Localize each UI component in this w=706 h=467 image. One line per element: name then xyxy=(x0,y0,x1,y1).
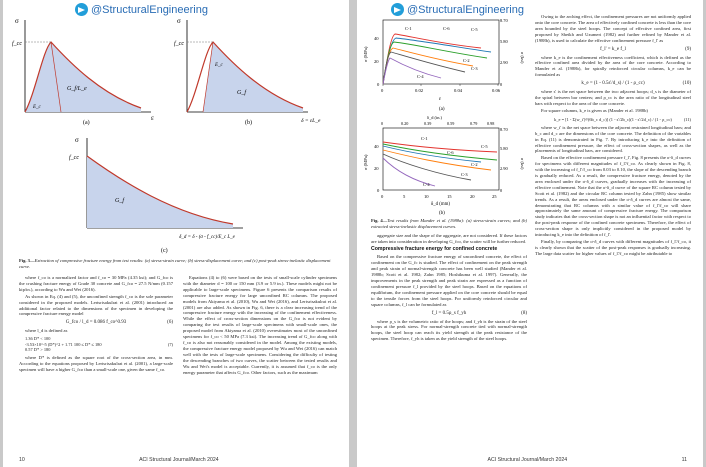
left-column-2 xyxy=(183,275,337,455)
paragraph: where f_co is a normalized factor and f_co = 30 MPa (4.35 ksi); and G_fco is the crushing fracture energy of Grade 30 concrete and G_fco = 27.5 N/mm (0.157 kip/in.), according to Wu and Wei (2016). xyxy=(19,275,173,292)
page-number: 10 xyxy=(19,457,25,463)
curve-label: C-1 xyxy=(421,136,428,141)
y2-label: σ (ksi) xyxy=(520,158,525,170)
y-tick: 40 xyxy=(374,144,379,149)
top-axis-label: δ_d (in.) xyxy=(427,115,442,120)
y-tick: 40 xyxy=(374,36,379,41)
curve-label: C-3 xyxy=(471,66,478,71)
right-page xyxy=(357,0,703,467)
y-tick: 0 xyxy=(377,82,380,87)
curve-c4 xyxy=(383,58,441,84)
figure-4b xyxy=(361,114,527,218)
figure-label: (a) xyxy=(439,107,445,112)
peak-label: f_cc xyxy=(69,155,79,161)
x-tick: 0.04 xyxy=(454,88,463,93)
curve-label: C-4 xyxy=(423,182,430,187)
slope-label: E_c xyxy=(215,63,223,68)
equation-7: 1.36 D* < 100 -3.53×10^-5 (D*)^2 + 1.71 100 ≤ D* ≤ 180 0.57 D* > 180 (7) xyxy=(25,336,173,353)
slope-label: E_c xyxy=(33,105,41,110)
curve-label: C-5 xyxy=(481,144,488,149)
paragraph: Equations (4) to (6) were based on the tests of small-scale cylinder specimens with the diameter d = 100 or 150 mm (3.9 or 5.9 in.). These models might not be applicable to large-scale specimens. Figure 6 presents the comparison results of compressive fracture energy for large unconfined RC columns. The proposed models from Akiyama et al. (2010), Wu and Wei (2016), and Lertsrisakulrat et al. (2001) are also added. As shown in Fig. 6, there is a clear increasing trend of the compressive fracture energy with the increasing of the confinement effectiveness. While the effect of cross-section dimensions on the G_fco is not evident by comparing the test results of large-scale specimens with small-scale ones, the proposed model from Akiyama et al. (2010) overestimates most of the unconfined specimens for f_co < 50 MPa (7.3 ksi). The increasing trend of G_fco along with f_co is also not reasonably considered in the model. Among the existing models, the compressive fracture energy model proposed by Wu and Wei (2016) can match well with the tests of large-scale specimens. Considering the difficulty of testing the descending branches of two curves, the scatter between the tested results and Wu and Wei's model is acceptable. Currently, it is assumed that f_co is the only energy parameter that affects G_fco. Other factors, such as the maximum xyxy=(183,275,337,375)
journal-title: ACI Structural Journal/March 2024 xyxy=(139,457,219,463)
curve-label: C-5 xyxy=(471,27,478,32)
curve-label: C-4 xyxy=(417,74,424,79)
energy-area xyxy=(87,156,233,228)
y-tick: 20 xyxy=(374,166,379,171)
figure-3-caption xyxy=(19,258,337,270)
x-tick: 0.06 xyxy=(492,88,501,93)
curve-c3 xyxy=(383,52,465,84)
watermark-text: @StructuralEngineering xyxy=(91,3,208,16)
paragraph: Finally, by comparing the σ-δ_d curves with different magnitudes of f_l'/f_co, it is clearly shown that the scatter of the post-peak responses is gradually increasing. The large data scatter for higher values of f_l'/f_co might be attributable to xyxy=(535,239,691,256)
left-page xyxy=(3,0,349,467)
paragraph: where ρ_s is the volumetric ratio of the hoops; and f_yh is the strain of the steel hoops at the peak stress. For normal-strength concrete tied with normal-strength hoops, the steel hoop can reach its yield strength at the peak resistance of the specimen. Therefore, f_yh is taken as the yield strength of the steel hoops. xyxy=(371,318,527,342)
equation-8: f_l = 0.5ρ_s f_yh (8) xyxy=(431,310,527,316)
top-tick: 0.39 xyxy=(424,121,432,126)
y-label: σ (MPa) xyxy=(363,154,368,170)
left-column-1 xyxy=(19,275,173,455)
caption-text: Extraction of compressive fracture energy from test results: (a) stress-strain curve; (b) stress-displacement curve; and (c) post-peak stress-inelastic displacement curve. xyxy=(19,258,331,269)
paragraph: where D* is defined as the square root of the cross-section area, in mm. According to the equations proposed by Lertsrisakulrat et al. (2001), a large-scale specimen will have a higher G_fco than a small-scale one, given the same f_co. xyxy=(19,355,173,372)
energy-area xyxy=(25,42,141,112)
paragraph: aggregate size and the shape of the aggregate, are not considered. If these factors are taken into consideration in developing G_fco, the scatter will be further reduced. xyxy=(371,232,527,244)
top-tick: 0 xyxy=(381,121,384,126)
figure-3b xyxy=(173,14,343,126)
y-symbol: σ xyxy=(15,17,19,25)
area-label: G_f xyxy=(115,198,124,204)
figure-label: (b) xyxy=(245,120,252,126)
caption-text: Test results from Mander et al. (1988a): (a) stress-strain curves; and (b) extracted stress-inelastic displacement curves. xyxy=(371,218,527,229)
equation-11: k_e = [1 - Σ(w_i')²/(6b_c d_c)] (1 - s'/2b_c)(1 - s'/2d_c) / (1 - ρ_cc) (11) xyxy=(554,116,691,122)
equation-10: k_e = (1 - 0.5s'/d_s) / (1 - ρ_cc) (10) xyxy=(581,81,691,87)
x-tick: 25 xyxy=(492,194,497,199)
journal-title: ACI Structural Journal/March 2024 xyxy=(487,457,568,463)
y2-tick: 8.70 xyxy=(500,18,508,23)
y-tick: 20 xyxy=(374,59,379,64)
y-tick: 0 xyxy=(377,188,380,193)
paragraph: where l_d is defined as xyxy=(25,328,68,334)
x-tick: 0 xyxy=(381,88,384,93)
curve-label: C-1 xyxy=(405,26,412,31)
x-tick: 0.02 xyxy=(415,88,424,93)
y-symbol: σ xyxy=(177,17,181,25)
x-label: δ_d (mm) xyxy=(431,202,450,207)
x-label: ε xyxy=(439,97,442,102)
y2-tick: 5.80 xyxy=(500,146,508,151)
x-tick: 0 xyxy=(381,194,384,199)
peak-label: f_cc xyxy=(174,41,184,47)
curve-c3 xyxy=(383,154,471,180)
paragraph: Based on the effective confinement pressure f_l', Fig. 8 presents the σ-δ_d curves for specimens with different magnitudes of f_l'/f_co. As clearly shown in Fig. 8, with the increasing of f_l'/f_co from 0.03 to 0.10, the slope of the descending branch is gradually reduced. As a result, the compressive fracture energy, denoted by the area enclosed under the σ-δ_d curves, gradually increases with the increasing of effective confinement. Note that the σ-δ_d curve of the square RC column tested by Scott et al. (1982) and the circular RC column tested by Zahn (1985) show similar trends. As a result, the areas enclosed under the σ-δ_d curves are almost the same, demonstrating that RC columns with a similar value of f_l'/f_co will share approximately the same amount of compressive fracture energy. The comparison study indicates that the cross-section shape is not an influential factor with respect to the post-peak response of the confined concrete specimens. Therefore, the effect of cross-section shape is only implicitly considered in the proposed model by introducing k_e into the definition of f_l'. xyxy=(535,155,691,238)
curve-label: C-2 xyxy=(463,58,470,63)
figure-3c xyxy=(63,132,263,256)
peak-label: f_cc xyxy=(12,41,22,47)
paragraph: where s' is the net space between the two adjacent hoops; d_s is the diameter of the spiral between bar centers; and ρ_cc is the area ratio of the longitudinal steel bars with respect to the area of the core concrete. xyxy=(535,89,691,106)
y-label: σ (MPa) xyxy=(363,46,368,62)
area-label: G_f/L_e xyxy=(67,86,87,92)
page-number: 11 xyxy=(681,457,687,463)
figure-4-caption xyxy=(371,218,527,230)
x-tick: 5 xyxy=(403,194,406,199)
watermark-text: @StructuralEngineering xyxy=(407,3,524,16)
y2-tick: 2.90 xyxy=(500,166,508,171)
top-tick: 0.79 xyxy=(470,121,478,126)
right-column-1 xyxy=(371,218,527,454)
top-tick: 0.98 xyxy=(487,121,495,126)
figure-label: (b) xyxy=(439,211,445,216)
caption-number: Fig. 3— xyxy=(19,258,35,263)
paragraph: where k_e is the confinement effectiveness coefficient, which is defined as the effective confined area divided by the area of the core concrete. According to Mander et al. (1988b), for spirally reinforced circular columns, k_e can be formulated as xyxy=(535,54,691,78)
curve-label: C-6 xyxy=(447,150,454,155)
top-tick: 0.59 xyxy=(447,121,455,126)
figure-label: (a) xyxy=(83,120,90,126)
y2-label: σ (ksi) xyxy=(520,52,525,64)
figure-3a xyxy=(11,14,161,126)
right-column-2 xyxy=(535,14,691,454)
top-tick: 0.20 xyxy=(401,121,409,126)
x-tick: 20 xyxy=(470,194,475,199)
x-symbol: ε xyxy=(151,114,154,122)
equation-9: f_l' = k_e f_l (9) xyxy=(600,46,691,52)
y2-tick: 0 xyxy=(500,188,503,193)
curve-label: C-3 xyxy=(461,172,468,177)
paragraph: For square columns, k_e is given as (Mander et al. 1988b) xyxy=(541,107,648,113)
curve-c5 xyxy=(383,42,487,84)
equation-6: G_fco / l_d = 0.086 f_co^0.93 (6) xyxy=(65,320,173,326)
x-tick: 15 xyxy=(447,194,452,199)
y2-tick: 0 xyxy=(500,82,503,87)
curve-c5 xyxy=(383,144,497,160)
x-symbol: δ_d = δ - (σ - f_cc)/E_c L_e xyxy=(179,235,235,240)
area-label: G_f xyxy=(237,90,246,96)
caption-number: Fig. 4— xyxy=(371,218,388,223)
y-symbol: σ xyxy=(75,136,79,144)
paragraph: where w_i' is the net space between the adjacent restrained longitudinal bars; and b_c and d_c are the dimensions of the core concrete. The definition of the variables in Eq. (11) is demonstrated in Fig. 7. By introducing k_e into the definition of effective confinement pressure, the effect of cross-section shapes, as well as the placements of longitudinal bars, are considered. xyxy=(535,124,691,154)
section-heading: Compressive fracture energy for confined concrete xyxy=(371,246,498,253)
left-footer xyxy=(19,457,333,463)
curve-label: C-2 xyxy=(471,162,478,167)
figure-label: (c) xyxy=(161,248,168,254)
curve-label: C-6 xyxy=(443,26,450,31)
y2-tick: 8.70 xyxy=(500,127,508,132)
y2-tick: 2.90 xyxy=(500,60,508,65)
x-symbol: δ = εL_e xyxy=(301,118,321,124)
plot-frame xyxy=(383,20,499,84)
paragraph: As shown in Eq. (4) and (5), the unconfined strength f_co is the sole parameter considered in the proposed models. Lertsrisakulrat et al. (2001) introduced an additional factor related to the dimensions of the specimen in developing the compressive fracture energy model xyxy=(19,293,173,317)
figure-4a xyxy=(361,14,527,114)
paragraph: Owing to the arching effect, the confinement pressures are not uniformly applied onto the core concrete. The area of effectively confined concrete is less than the core area bounded by the steel hoops. The concept of effective confined area, first proposed by Sheikh and Uzumeri (1982) and further refined by Mander et al. (1988b), is used to calculate the effective confinement pressure f_l' as xyxy=(535,14,691,43)
x-tick: 10 xyxy=(424,194,429,199)
right-footer xyxy=(373,457,687,463)
paragraph: Based on the compressive fracture energy of unconfined concrete, the effect of confinement on the G_fc is studied. The effect of confinement on the peak strength and peak strain of normal-strength concrete has been well studied (Mander et al. 1988b; Scott et al. 1982; Zahn 1985; Hoshikuma et al. 1997). Generally, the improvements in the peak strength and peak strain are expressed as a function of confinement pressure f_l provided by the steel hoops. Based on the equations of equilibrium, the confinement pressure applied on the core concrete should be equal to the tensile forces from the steel hoops. For uniformly reinforced circular and square columns, f_l can be formulated as xyxy=(371,254,527,307)
y2-tick: 5.80 xyxy=(500,39,508,44)
